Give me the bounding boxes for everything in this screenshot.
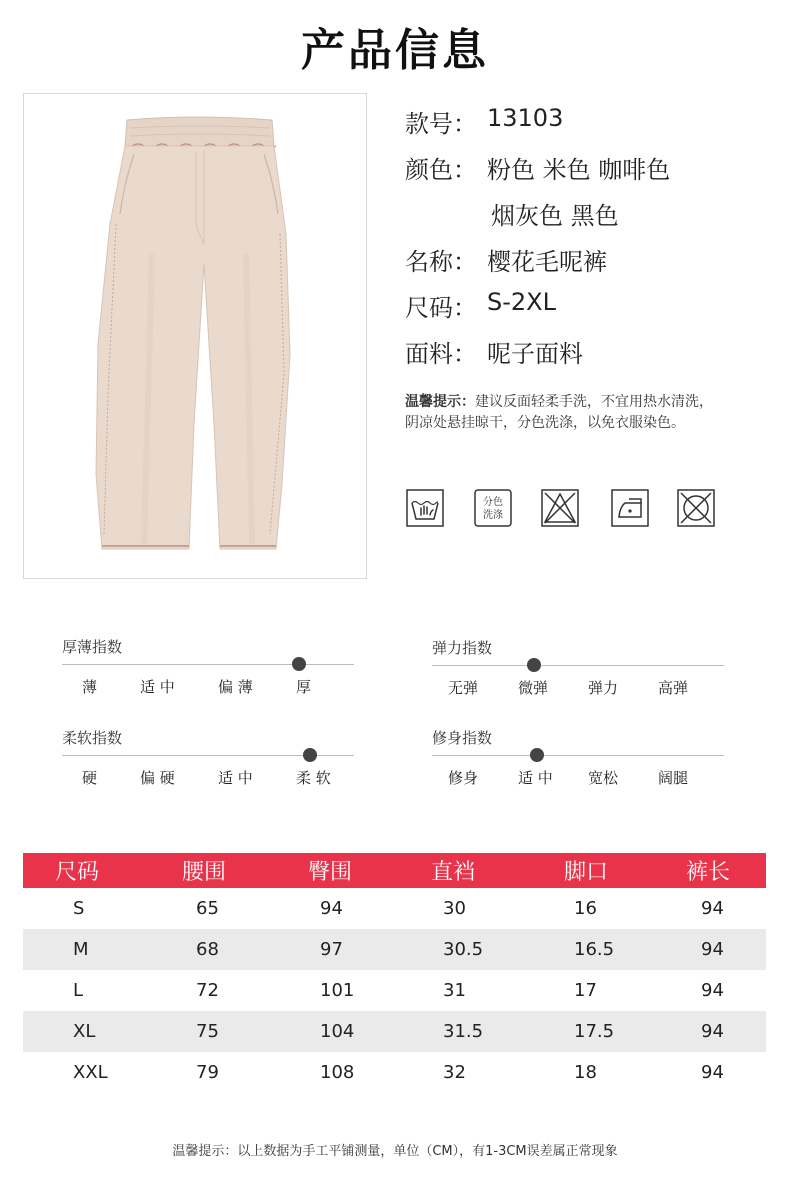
table-cell: 17 xyxy=(574,980,597,1001)
table-cell: 97 xyxy=(320,939,343,960)
gauge-option: 修身 xyxy=(448,769,479,787)
gauge-option: 微弹 xyxy=(518,679,549,697)
table-cell: 94 xyxy=(701,980,724,1001)
page-title: 产品信息 xyxy=(301,25,489,76)
gauge-option: 薄 xyxy=(82,678,98,696)
header-cell: 臀围 xyxy=(308,860,353,885)
table-cell: 79 xyxy=(196,1062,219,1083)
product-photo xyxy=(23,93,367,579)
table-row xyxy=(23,1052,766,1093)
table-row xyxy=(23,970,766,1011)
info-value: S-2XL xyxy=(487,288,556,316)
gauge-option: 适 中 xyxy=(218,769,253,787)
info-key: 尺码： xyxy=(405,294,477,322)
gauge-track xyxy=(62,664,354,665)
care-tip-text: 建议反面轻柔手洗，不宜用热水清洗，阴凉处悬挂晾干，分色洗涤，以免衣服染色。 xyxy=(405,394,713,431)
separate-wash-line2: 洗涤 xyxy=(483,510,503,521)
info-value: 樱花毛呢裤 xyxy=(487,248,607,276)
separate-wash-line1: 分色 xyxy=(483,497,503,508)
table-cell: 101 xyxy=(320,980,355,1001)
table-row xyxy=(23,888,766,929)
info-value: 呢子面料 xyxy=(487,340,583,368)
table-cell: M xyxy=(73,939,89,960)
table-row xyxy=(23,1011,766,1052)
table-cell: 108 xyxy=(320,1062,355,1083)
size-table-header xyxy=(23,853,766,888)
info-row-style-number xyxy=(405,104,775,150)
gauge-track xyxy=(432,665,724,666)
info-row-fabric xyxy=(405,334,775,380)
table-cell: 72 xyxy=(196,980,219,1001)
table-cell: 75 xyxy=(196,1021,219,1042)
gauge-option: 硬 xyxy=(82,769,98,787)
header-cell: 裤长 xyxy=(686,860,731,885)
info-row-color xyxy=(405,150,775,196)
table-cell: XL xyxy=(73,1021,96,1042)
gauge-title: 弹力指数 xyxy=(432,639,493,657)
gauge-option: 厚 xyxy=(296,678,312,696)
care-tip xyxy=(405,392,723,434)
gauge-indicator xyxy=(292,657,306,671)
info-key: 款号： xyxy=(405,110,477,138)
table-cell: 18 xyxy=(574,1062,597,1083)
info-key: 颜色： xyxy=(405,156,477,184)
table-cell: 94 xyxy=(701,939,724,960)
gauge-option: 无弹 xyxy=(448,679,479,697)
pants-image xyxy=(24,94,368,580)
care-tip-label: 温馨提示： xyxy=(405,394,475,410)
table-row xyxy=(23,929,766,970)
table-cell: 31 xyxy=(443,980,466,1001)
size-table xyxy=(23,853,766,1093)
gauge-option: 阔腿 xyxy=(658,769,689,787)
gauge-indicator xyxy=(530,748,544,762)
info-value: 烟灰色 黑色 xyxy=(491,202,619,230)
info-key: 名称： xyxy=(405,248,477,276)
header-cell: 脚口 xyxy=(564,860,609,885)
elasticity-gauge xyxy=(432,637,724,699)
table-cell: XXL xyxy=(73,1062,108,1083)
header-cell: 直裆 xyxy=(431,860,476,885)
gauge-title: 柔软指数 xyxy=(62,729,123,747)
table-cell: 94 xyxy=(701,898,724,919)
table-cell: 68 xyxy=(196,939,219,960)
gauge-option: 弹力 xyxy=(588,679,619,697)
table-cell: 31.5 xyxy=(443,1021,484,1042)
gauge-option: 宽松 xyxy=(588,769,619,787)
table-cell: 16.5 xyxy=(574,939,615,960)
gauge-track xyxy=(62,755,354,756)
info-value: 粉色 米色 咖啡色 xyxy=(487,156,671,184)
table-cell: 94 xyxy=(320,898,343,919)
gauge-track xyxy=(432,755,724,756)
info-row-size xyxy=(405,288,775,334)
gauge-option: 偏 薄 xyxy=(218,678,253,696)
table-cell: 94 xyxy=(701,1062,724,1083)
gauge-title: 厚薄指数 xyxy=(62,638,123,656)
info-row-name xyxy=(405,242,775,288)
gauge-option: 偏 硬 xyxy=(140,769,175,787)
gauge-indicator xyxy=(527,658,541,672)
gauge-option: 适 中 xyxy=(140,678,175,696)
gauge-indicator xyxy=(303,748,317,762)
separate-wash-icon xyxy=(474,489,512,527)
info-value: 13103 xyxy=(487,104,564,132)
do-not-tumble-dry-icon xyxy=(677,489,715,527)
table-cell: 30.5 xyxy=(443,939,484,960)
table-cell: 30 xyxy=(443,898,466,919)
softness-gauge xyxy=(62,727,354,789)
table-cell: S xyxy=(73,898,85,919)
info-row-color-cont xyxy=(405,196,775,242)
fit-gauge xyxy=(432,727,724,789)
iron-icon xyxy=(611,489,649,527)
product-info xyxy=(405,104,775,380)
table-cell: 16 xyxy=(574,898,597,919)
gauge-title: 修身指数 xyxy=(432,729,493,747)
gauge-option: 高弹 xyxy=(658,679,689,697)
gauge-option: 适 中 xyxy=(518,769,553,787)
table-cell: 104 xyxy=(320,1021,355,1042)
table-cell: 65 xyxy=(196,898,219,919)
table-cell: L xyxy=(73,980,84,1001)
header-cell: 腰围 xyxy=(182,860,227,885)
do-not-bleach-icon xyxy=(541,489,579,527)
hand-wash-icon xyxy=(406,489,444,527)
table-cell: 17.5 xyxy=(574,1021,615,1042)
table-cell: 94 xyxy=(701,1021,724,1042)
table-cell: 32 xyxy=(443,1062,466,1083)
header-cell: 尺码 xyxy=(55,860,100,885)
gauge-option: 柔 软 xyxy=(296,769,331,787)
info-key: 面料： xyxy=(405,340,477,368)
thickness-gauge xyxy=(62,636,354,698)
footnote: 温馨提示：以上数据为手工平铺测量，单位（CM），有1-3CM误差属正常现象 xyxy=(172,1144,618,1159)
